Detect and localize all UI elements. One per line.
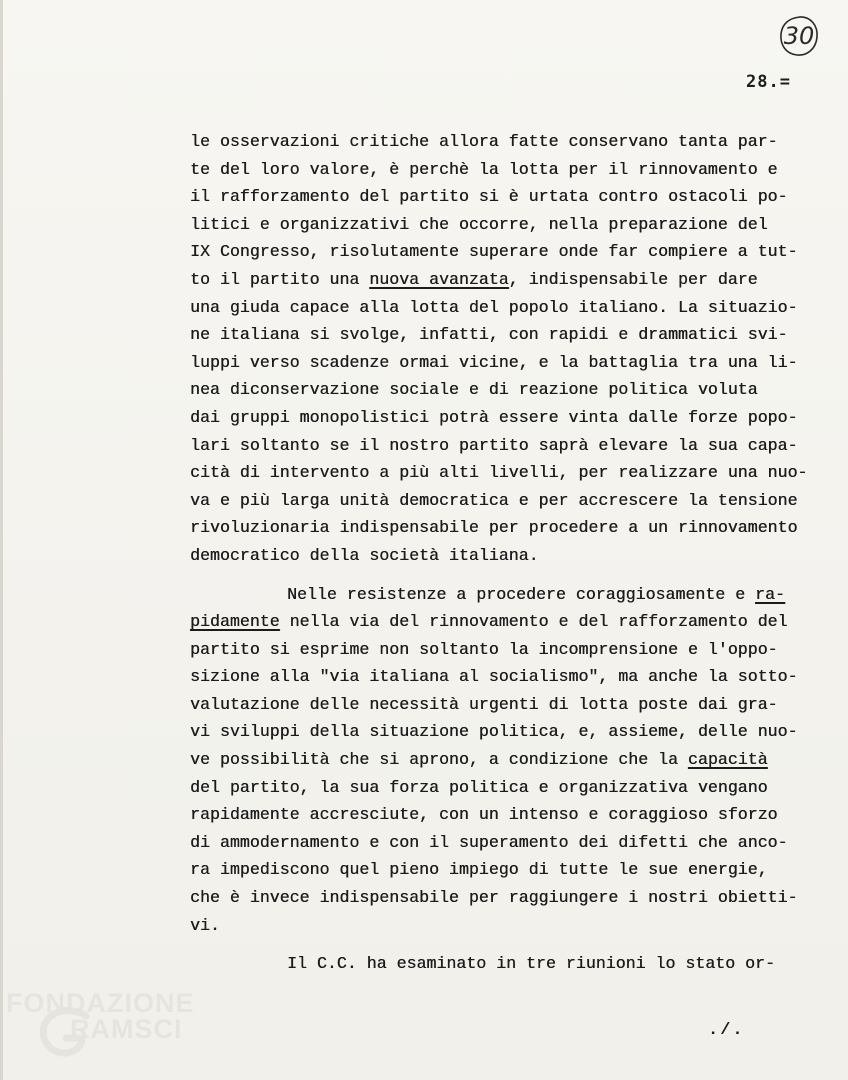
text-segment: Nelle resistenze a procedere coraggiosamente e — [287, 584, 756, 604]
text-line: luppi verso scadenze ormai vicine, e la battaglia tra una li- — [190, 352, 798, 372]
underlined-phrase: pidamente — [190, 612, 280, 632]
paragraph-gap — [190, 939, 820, 950]
text-line: lari soltanto se il nostro partito saprà elevare la sua capa- — [190, 435, 798, 455]
paragraph-1 — [190, 128, 820, 570]
continuation-marker: ./. — [708, 1021, 745, 1040]
underlined-phrase: ra- — [755, 584, 785, 604]
text-line: va e più larga unità democratica e per accrescere la tensione — [190, 490, 798, 510]
text-line: nea diconservazione sociale e di reazione politica voluta — [190, 380, 758, 400]
page-edge — [0, 0, 3, 1080]
text-line: dai gruppi monopolistici potrà essere vinta dalle forze popo- — [190, 407, 798, 427]
text-line: sizione alla "via italiana al socialismo", ma anche la sotto- — [190, 667, 798, 687]
watermark-line-1: FONDAZIONE — [6, 988, 195, 1018]
text-segment: to il partito una — [190, 269, 370, 289]
text-line: ra impediscono quel pieno impiego di tutte le sue energie, — [190, 860, 768, 880]
text-line: ne italiana si svolge, infatti, con rapidi e drammatici svi- — [190, 325, 788, 345]
paragraph-3 — [190, 950, 820, 978]
text-line: valutazione delle necessità urgenti di lotta poste dai gra- — [190, 694, 778, 714]
text-line: del partito, la sua forza politica e organizzativa vengano — [190, 777, 768, 797]
underlined-phrase: capacità — [687, 750, 768, 770]
text-line: rapidamente accresciute, con un intenso e coraggioso sforzo — [190, 805, 778, 825]
text-line: una giuda capace alla lotta del popolo italiano. La situazio- — [190, 297, 798, 317]
text-line: te del loro valore, è perchè la lotta per il rinnovamento e — [190, 159, 778, 179]
archive-watermark — [6, 988, 216, 1068]
text-line: che è invece indispensabile per raggiungere i nostri obietti- — [190, 888, 798, 908]
text-line: vi. — [190, 915, 220, 935]
text-line — [190, 266, 820, 294]
text-line: Il C.C. ha esaminato in tre riunioni lo stato or- — [287, 954, 775, 974]
paragraph-gap — [190, 570, 820, 581]
text-line: di ammodernamento e con il superamento dei difetti che anco- — [190, 832, 788, 852]
underlined-phrase: nuova avanzata — [369, 269, 509, 289]
archive-number-text: 30 — [783, 22, 815, 50]
text-line: democratico della società italiana. — [190, 545, 539, 565]
text-line: rivoluzionaria indispensabile per procedere a un rinnovamento — [190, 518, 798, 538]
text-line: le osservazioni critiche allora fatte conservano tanta par- — [190, 132, 778, 151]
text-line — [190, 608, 820, 636]
text-line — [190, 581, 820, 609]
watermark-line-2: RAMSCI — [70, 1014, 183, 1044]
page-number: 28.= — [746, 72, 791, 92]
text-segment: nella via del rinnovamento e del rafforzamento del — [279, 612, 788, 632]
body-text — [190, 128, 820, 978]
text-line: litici e organizzativi che occorre, nella preparazione del — [190, 214, 768, 234]
text-line: il rafforzamento del partito si è urtata contro ostacoli po- — [190, 187, 788, 207]
text-line: vi sviluppi della situazione politica, e, assieme, delle nuo- — [190, 722, 798, 742]
text-line: IX Congresso, risolutamente superare onde far compiere a tut- — [190, 242, 798, 262]
archive-page-number — [778, 14, 820, 58]
text-line: partito si esprime non soltanto la incomprensione e l'oppo- — [190, 639, 778, 659]
text-line: cità di intervento a più alti livelli, per realizzare una nuo- — [190, 463, 808, 483]
text-line — [190, 746, 820, 774]
text-segment: , indispensabile per dare — [508, 269, 758, 289]
text-segment: ve possibilità che si aprono, a condizione che la — [190, 750, 688, 770]
paragraph-2 — [190, 581, 820, 940]
